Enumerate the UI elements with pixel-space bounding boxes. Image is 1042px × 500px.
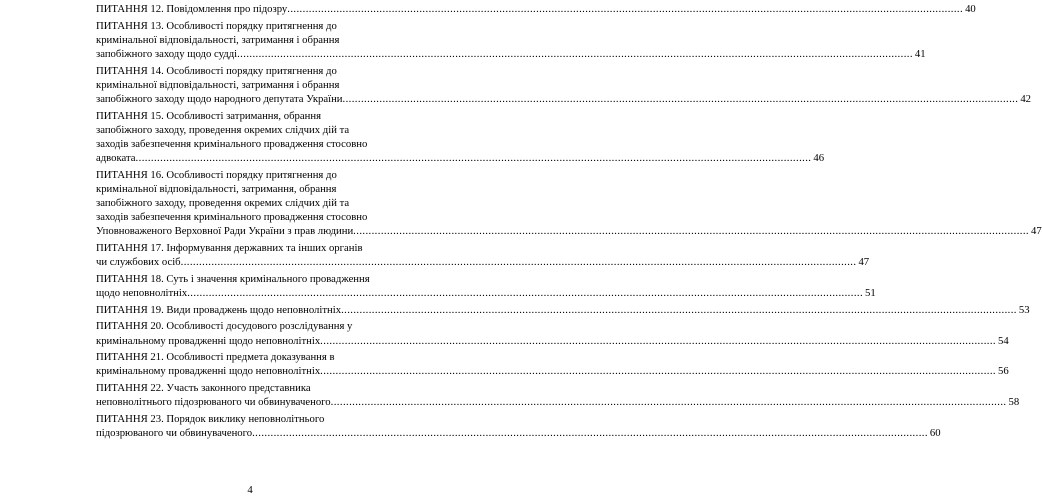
toc-entry-line <box>96 109 404 123</box>
toc-page-number: 60 <box>929 427 941 440</box>
toc-entry-text: Уповноваженого Верховної Ради України з прав людини <box>96 225 354 238</box>
page-number: 4 <box>247 484 253 496</box>
toc-entry[interactable] <box>96 272 876 300</box>
toc-entry-line <box>96 210 404 224</box>
toc-entry-text: неповнолітнього підозрюваного чи обвинуваченого <box>96 396 331 409</box>
toc-entry-text: заходів забезпечення кримінального провадження стосовно <box>96 211 368 224</box>
dot-leader: ............................................................................................................................................................................................................................ <box>252 427 928 440</box>
toc-page-number: 51 <box>865 286 876 299</box>
toc-entry[interactable] <box>96 241 870 269</box>
toc-entry[interactable] <box>96 168 1042 238</box>
toc-entry-line <box>96 319 404 333</box>
dot-leader: ............................................................................................................................................................................................................................ <box>320 365 996 378</box>
toc-entry-line <box>96 381 404 395</box>
dot-leader: ............................................................................................................................................................................................................................ <box>237 47 913 60</box>
toc-entry-line <box>96 33 404 47</box>
toc-entry[interactable] <box>96 64 1032 106</box>
toc-entry[interactable] <box>96 319 1009 347</box>
dot-leader: ............................................................................................................................................................................................................................ <box>330 396 1007 409</box>
toc-page-number: 40 <box>965 3 976 15</box>
toc-entry-text: запобіжного заходу щодо народного депутата України <box>96 92 343 105</box>
toc-entry-line <box>96 2 976 16</box>
toc-entry-line <box>96 426 941 440</box>
toc-entry-line <box>96 286 876 300</box>
toc-entry[interactable] <box>96 2 976 16</box>
toc-entry-line <box>96 303 1030 317</box>
toc-entry-text: ПИТАННЯ 14. Особливості порядку притягнення до <box>96 64 337 77</box>
toc-entry-line <box>96 47 926 61</box>
toc-entry[interactable] <box>96 109 825 165</box>
toc-entry-text: підозрюваного чи обвинуваченого <box>96 427 253 440</box>
toc-page-number: 56 <box>997 365 1009 378</box>
toc-page-number: 54 <box>997 334 1009 347</box>
toc-entry-text: заходів забезпечення кримінального провадження стосовно <box>96 137 368 150</box>
toc-entry-text: ПИТАННЯ 22. Участь законного представника <box>96 382 311 395</box>
toc-entry-line <box>96 395 1020 409</box>
toc-entry[interactable] <box>96 350 1009 378</box>
toc-entry-line <box>96 224 1042 238</box>
toc-entry-text: ПИТАННЯ 21. Особливості предмета доказування в <box>96 351 335 364</box>
toc-entry-text: запобіжного заходу щодо судді <box>96 47 238 60</box>
dot-leader: ............................................................................................................................................................................................................................ <box>320 334 996 347</box>
toc-entry-line <box>96 364 1009 378</box>
toc-page-number: 47 <box>858 256 870 269</box>
toc-entry-text: щодо неповнолітніх <box>96 286 188 299</box>
toc-entry-line <box>96 151 825 165</box>
toc-entry[interactable] <box>96 412 941 440</box>
toc-entry-text: кримінальному провадженні щодо неповнолітніх <box>96 334 321 347</box>
toc-entry-text: кримінальної відповідальності, затримання і обрання <box>96 33 340 46</box>
toc-entry-line <box>96 92 1032 106</box>
toc-entry[interactable] <box>96 303 1030 317</box>
toc-page-number: 47 <box>1030 225 1042 238</box>
toc-page-number: 42 <box>1020 92 1032 105</box>
toc-entry-line <box>96 412 404 426</box>
toc-entry-line <box>96 78 404 92</box>
toc-page-number: 53 <box>1018 303 1030 316</box>
toc-entry-text: ПИТАННЯ 20. Особливості досудового розслідування у <box>96 320 353 333</box>
toc-entry-line <box>96 350 404 364</box>
toc-entry-text: чи службових осіб <box>96 256 181 269</box>
toc-entry-line <box>96 64 404 78</box>
toc-page-number: 58 <box>1008 396 1020 409</box>
toc-entry-text: кримінальної відповідальності, затримання, обрання <box>96 182 337 195</box>
toc-entry-text: запобіжного заходу, проведення окремих слідчих дій та <box>96 123 350 136</box>
toc-entry-line <box>96 168 404 182</box>
toc-entry[interactable] <box>96 381 1020 409</box>
toc-entry-line <box>96 196 404 210</box>
toc-entry[interactable] <box>96 19 926 61</box>
toc-entry-text: ПИТАННЯ 18. Суть і значення кримінального провадження <box>96 272 370 285</box>
toc-entry-text: кримінальному провадженні щодо неповнолітніх <box>96 365 321 378</box>
toc-entry-text: адвоката <box>96 152 136 164</box>
toc-entry-line <box>96 334 1009 348</box>
toc-entry-line <box>96 182 404 196</box>
table-of-contents <box>96 2 1042 443</box>
dot-leader: ............................................................................................................................................................................................................................ <box>135 152 812 164</box>
toc-entry-text: ПИТАННЯ 17. Інформування державних та інших органів <box>96 241 363 254</box>
dot-leader: ............................................................................................................................................................................................................................ <box>342 92 1019 105</box>
toc-entry-line <box>96 19 404 33</box>
dot-leader: ............................................................................................................................................................................................................................ <box>180 256 857 269</box>
toc-entry-text: ПИТАННЯ 15. Особливості затримання, обрання <box>96 109 321 122</box>
dot-leader: ............................................................................................................................................................................................................................ <box>287 3 964 15</box>
toc-entry-text: запобіжного заходу, проведення окремих слідчих дій та <box>96 196 350 209</box>
dot-leader: ............................................................................................................................................................................................................................ <box>341 303 1017 316</box>
toc-entry-text: ПИТАННЯ 23. Порядок виклику неповнолітнього <box>96 413 325 426</box>
toc-entry-line <box>96 241 404 255</box>
toc-page-number: 46 <box>813 152 825 164</box>
dot-leader: ............................................................................................................................................................................................................................ <box>187 286 864 299</box>
toc-entry-line <box>96 272 404 286</box>
toc-entry-text: ПИТАННЯ 16. Особливості порядку притягнення до <box>96 168 337 181</box>
toc-entry-line <box>96 123 404 137</box>
dot-leader: ............................................................................................................................................................................................................................ <box>353 225 1029 238</box>
toc-entry-line <box>96 255 870 269</box>
toc-entry-text: кримінальної відповідальності, затримання і обрання <box>96 78 340 91</box>
toc-entry-text: ПИТАННЯ 19. Види проваджень щодо неповнолітніх <box>96 303 342 316</box>
toc-page-number: 41 <box>914 47 926 60</box>
toc-entry-line <box>96 137 404 151</box>
toc-entry-text: ПИТАННЯ 12. Повідомлення про підозру <box>96 3 288 15</box>
toc-entry-text: ПИТАННЯ 13. Особливості порядку притягнення до <box>96 19 337 32</box>
